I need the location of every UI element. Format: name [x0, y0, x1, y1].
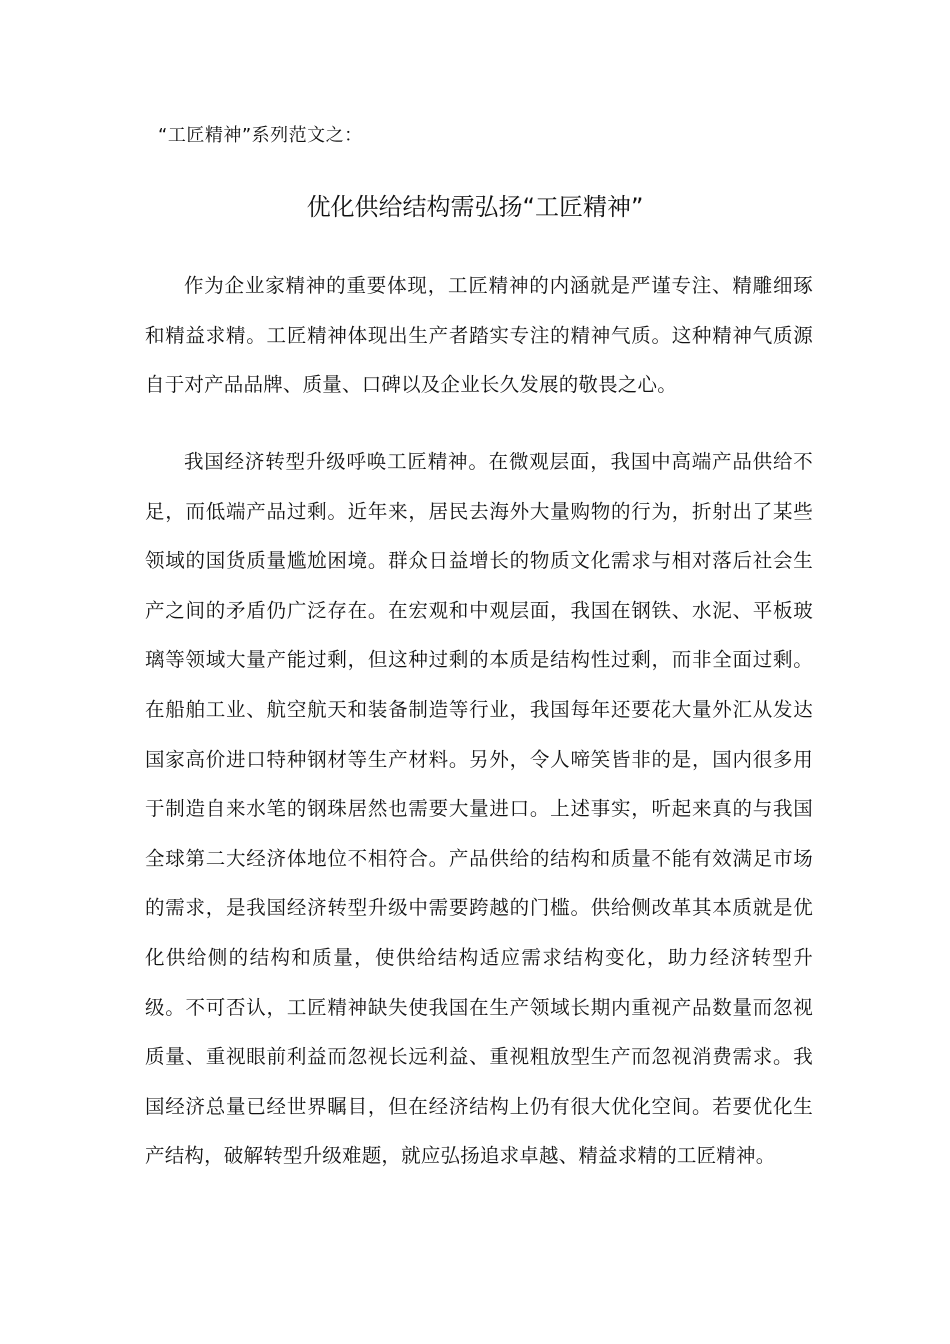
- series-label: “工匠精神”系列范文之：: [158, 125, 363, 146]
- paragraph-2: 我国经济转型升级呼唤工匠精神。在微观层面，我国中高端产品供给不足，而低端产品过剩。近年来，居民去海外大量购物的行为，折射出了某些领域的国货质量尴尬困境。群众日益增长的物质文化需求与相对落后社会生产之间的矛盾仍广泛存在。在宏观和中观层面，我国在钢铁、水泥、平板玻璃等领域大量产能过剩，但这种过剩的本质是结构性过剩，而非全面过剩。在船舶工业、航空航天和装备制造等行业，我国每年还要花大量外汇从发达国家高价进口特种钢材等生产材料。另外，令人啼笑皆非的是，国内很多用于制造自来水笔的钢珠居然也需要大量进口。上述事实，听起来真的与我国全球第二大经济体地位不相符合。产品供给的结构和质量不能有效满足市场的需求，是我国经济转型升级中需要跨越的门槛。供给侧改革其本质就是优化供给侧的结构和质量，使供给结构适应需求结构变化，助力经济转型升级。不可否认，工匠精神缺失使我国在生产领域长期内重视产品数量而忽视质量、重视眼前利益而忽视长远利益、重视粗放型生产而忽视消费需求。我国经济总量已经世界瞩目，但在经济结构上仍有很大优化空间。若要优化生产结构，破解转型升级难题，就应弘扬追求卓越、精益求精的工匠精神。: [145, 450, 813, 1168]
- paragraph-1: 作为企业家精神的重要体现，工匠精神的内涵就是严谨专注、精雕细琢和精益求精。工匠精神体现出生产者踏实专注的精神气质。这种精神气质源自于对产品品牌、质量、口碑以及企业长久发展的敬畏之心。: [145, 274, 813, 397]
- document-title: 优化供给结构需弘扬“工匠精神”: [306, 193, 644, 221]
